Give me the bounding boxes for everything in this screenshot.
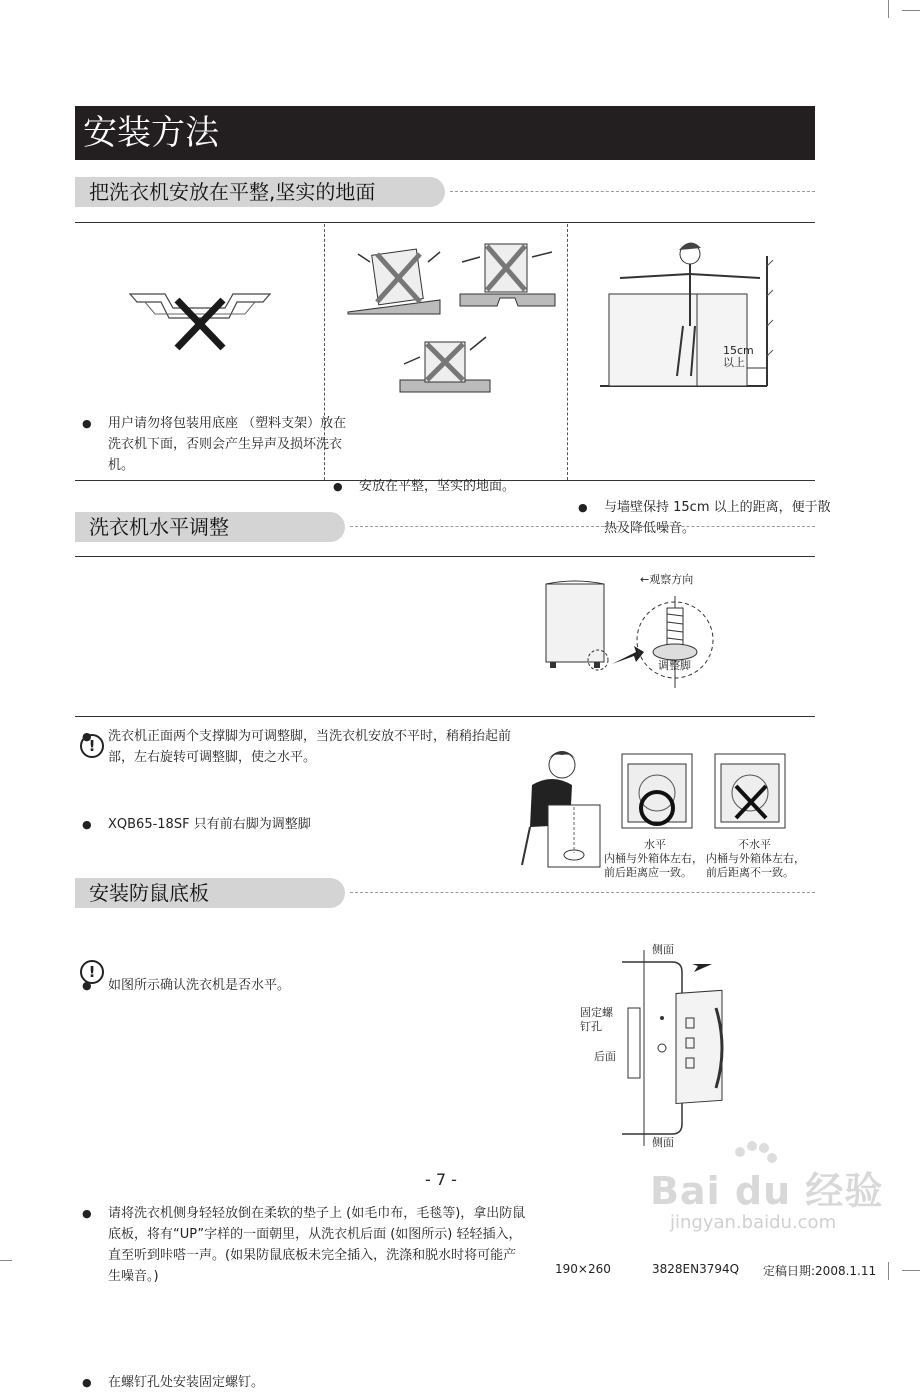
bullet-text: ● 洗衣机正面两个支撑脚为可调整脚，当洗衣机安放不平时，稍稍抬起前部，左右旋转可调整脚，使之水平。: [82, 726, 528, 768]
page-number: - 7 -: [425, 1170, 457, 1189]
distance-label: 15cm: [723, 344, 754, 357]
side-label: 侧面: [652, 943, 674, 956]
bullet-text: ● 与墙壁保持 15cm 以上的距离，便于散热及降低噪音。: [578, 497, 836, 539]
crop-mark: [888, 0, 889, 18]
divider: [75, 222, 815, 223]
section-heading-rodent-plate: 安装防鼠底板: [75, 878, 345, 908]
divider: [75, 716, 815, 717]
uneven-floor-illustration: [340, 232, 560, 402]
bullet-text: ● 安放在平整，坚实的地面。: [333, 476, 589, 497]
page-title: 安装方法: [75, 106, 815, 160]
section-heading-floor: 把洗衣机安放在平整,坚实的地面: [75, 177, 445, 207]
section-heading-leveling: 洗衣机水平调整: [75, 512, 345, 542]
bullet-text: ● XQB65-18SF 只有前右脚为调整脚: [82, 814, 528, 835]
side-label: 侧面: [652, 1136, 674, 1149]
heading-rule: [350, 526, 815, 527]
view-direction-label: ←观察方向: [640, 573, 694, 586]
heading-rule: [350, 892, 815, 893]
crop-mark: [902, 10, 920, 11]
footer-code: 3828EN3794Q: [652, 1262, 740, 1276]
distance-label: 以上: [723, 356, 745, 369]
warning-icon: !: [80, 960, 104, 984]
tub-compare-illustration: [620, 752, 800, 832]
back-label: 后面: [594, 1050, 616, 1063]
adjust-foot-illustration: [540, 578, 720, 698]
wall-distance-illustration: [595, 236, 775, 391]
crop-mark: [0, 1260, 12, 1261]
person-checking-level-illustration: [512, 745, 612, 875]
divider: [75, 556, 815, 557]
level-desc: 前后距离应一致。: [604, 866, 692, 879]
bullet-text: ● 请将洗衣机侧身轻轻放倒在柔软的垫子上 (如毛巾布，毛毯等)，拿出防鼠底板，将有“UP”字样的一面朝里，从洗衣机后面 (如图所示) 轻轻插入，直至听到咔嗒一声。(如果防鼠底板未完全插入，洗涤和脱水时将可能产生噪音。): [82, 1203, 526, 1287]
adjust-foot-label: 调整脚: [658, 659, 691, 672]
warning-icon: !: [80, 734, 104, 758]
crop-mark: [902, 1270, 920, 1271]
watermark-logo: Bai du 经验: [650, 1169, 884, 1213]
notlevel-label: 不水平: [738, 838, 771, 851]
screw-hole-label: 钉孔: [580, 1020, 602, 1033]
bullet-text: ● 在螺钉孔处安装固定螺钉。: [82, 1372, 526, 1393]
screw-hole-label: 固定螺: [580, 1006, 613, 1019]
bullet-text: ● 如图所示确认洗衣机是否水平。: [82, 975, 508, 996]
bullet-text: ● 用户请勿将包装用底座 （塑料支架）放在洗衣机下面，否则会产生异声及损坏洗衣机。: [82, 413, 348, 476]
level-desc: 内桶与外箱体左右，: [604, 852, 703, 865]
heading-rule: [450, 191, 815, 192]
crop-mark: [888, 1262, 889, 1280]
notlevel-desc: 内桶与外箱体左右，: [706, 852, 805, 865]
footer-size: 190×260: [555, 1262, 611, 1276]
level-label: 水平: [644, 838, 666, 851]
pallet-illustration: [125, 280, 275, 355]
notlevel-desc: 前后距离不一致。: [706, 866, 794, 879]
rodent-plate-illustration: [612, 948, 732, 1148]
paw-icon: [730, 1140, 780, 1170]
footer-date: 定稿日期:2008.1.11: [763, 1264, 877, 1278]
column-divider: [567, 224, 568, 480]
watermark-url: jingyan.baidu.com: [670, 1212, 837, 1233]
